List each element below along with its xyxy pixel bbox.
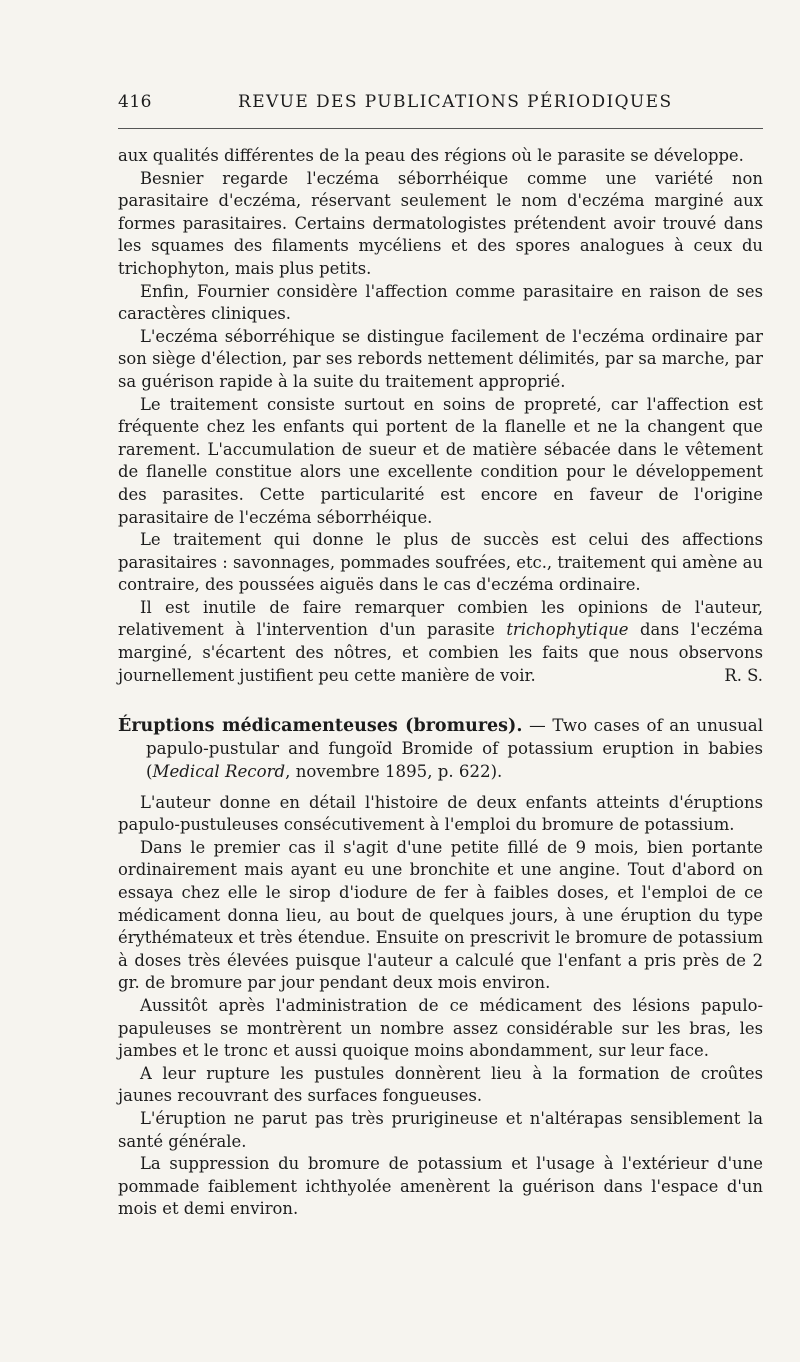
paragraph: Le traitement consiste surtout en soins de propreté, car l'affection est fréquente chez les enfants qui portent de la flanelle et ne la changent que rarement. L'accumulation de sueur et de matière sébacée dans le vêtement de flanelle constitue alors une excellente condition pour le développement des parasites. Cette particularité est encore en faveur de l'origine parasitaire de l'eczéma séborrhéique. [118,394,763,527]
article-body [118,145,763,1221]
paragraph: L'éruption ne parut pas très prurigineuse et n'altérapas sensiblement la santé générale. [118,1108,763,1151]
header-rule [118,128,763,129]
source-open-paren: ( [146,761,153,781]
paragraph: Aussitôt après l'administration de ce médicament des lésions papulo-papuleuses se montrèrent un nombre assez considérable sur les bras, les jambes et le tronc et aussi quoique moins abondamment, sur leur face. [118,995,763,1061]
paragraph: Besnier regarde l'eczéma séborrhéique comme une variété non parasitaire d'eczéma, réservant seulement le nom d'eczéma marginé aux formes parasitaires. Certains dermatologistes prétendent avoir trouvé dans les squames des filaments mycéliens et des spores analogues à ceux du trichophyton, mais plus petits. [118,168,763,278]
paragraph: aux qualités différentes de la peau des régions où le parasite se développe. [118,146,744,165]
running-title: REVUE DES PUBLICATIONS PÉRIODIQUES [238,92,673,112]
paragraph: A leur rupture les pustules donnèrent lieu à la formation de croûtes jaunes recouvrant des surfaces fongueuses. [118,1063,763,1106]
text-run: dans l'eczéma marginé, s'écartent des nôtres, et combien les faits que nous observons journellement justifient peu cette manière de voir. [118,620,763,685]
paragraph: Enfin, Fournier considère l'affection comme parasitaire en raison de ses caractères cliniques. [118,281,763,324]
paragraph: Le traitement qui donne le plus de succès est celui des affections parasitaires : savonnages, pommades soufrées, etc., traitement qui amène au contraire, des poussées aiguës dans le cas d'eczéma ordinaire. [118,530,763,595]
paragraph: La suppression du bromure de potassium et l'usage à l'extérieur d'une pommade faiblement ichthyolée amenèrent la guérison dans l'espace d'un mois et demi environ. [118,1154,763,1219]
heading-dash: — [529,716,546,736]
running-header [118,92,763,118]
source-details: , novembre 1895, p. 622). [285,761,503,781]
text-run: Il est inutile de faire remarquer combien les opinions de l'auteur, relativement à l'intervention d'un parasite [118,597,763,640]
author-signature: R. S. [724,665,763,685]
paragraph: L'eczéma séborréhique se distingue facilement de l'eczéma ordinaire par son siège d'élection, par ses rebords nettement délimités, par sa marche, par sa guérison rapide à la suite du traitement approprié. [118,326,763,391]
paragraph: Dans le premier cas il s'agit d'une petite fillé de 9 mois, bien portante ordinairement mais ayant eu une bronchite et une angine. Tout d'abord on essaya chez elle le sirop d'iodure de fer à faibles doses, et l'emploi de ce médicament donna lieu, au bout de quelques jours, à une éruption du type érythémateux et très étendue. Ensuite on prescrivit le bromure de potassium à doses très élevées puisque l'auteur a calculé que l'enfant a pris près de 2 gr. de bromure par jour pendant deux mois environ. [118,837,763,993]
section-heading [118,715,763,783]
article-title: Two cases of an unusual papulo-pustular and fungoïd Bromide of potassium eruption in babies [146,716,763,759]
section-heading-label: Éruptions médicamenteuses (bromures). [118,716,523,737]
source-journal: Medical Record [152,761,286,781]
page-number: 416 [118,92,152,112]
paragraph [118,597,763,687]
paragraph: L'auteur donne en détail l'histoire de deux enfants atteints d'éruptions papulo-pustuleuses consécutivement à l'emploi du bromure de potassium. [118,792,763,835]
italic-term: trichophytique [506,620,629,640]
